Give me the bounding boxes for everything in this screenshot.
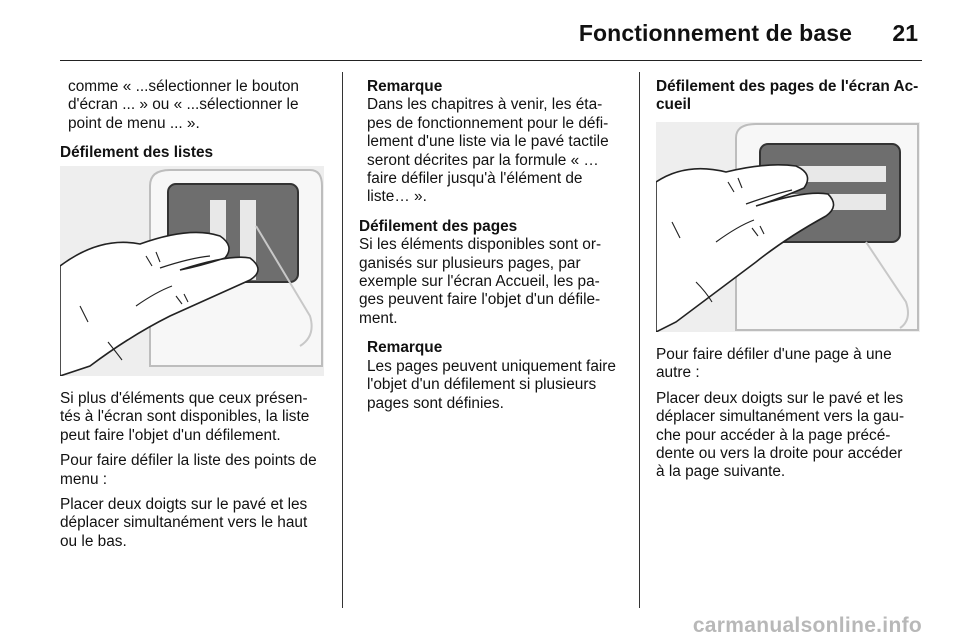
text-line: comme « ...sélectionner le bouton	[68, 78, 299, 95]
text-line: ganisés sur plusieurs pages, par	[359, 254, 581, 272]
text-line: point de menu ... ».	[68, 114, 200, 132]
text-line: Pour faire défiler d'une page à une	[656, 346, 892, 363]
text-line: pages sont définies.	[367, 394, 504, 412]
figure-list-scroll	[60, 166, 324, 376]
text-line: faire défiler jusqu'à l'élément de	[367, 170, 583, 188]
text-line: autre :	[656, 364, 700, 382]
column-3-lower	[656, 346, 928, 482]
text-line: che pour accéder à la page précé-	[656, 426, 891, 444]
text-line: Les pages peuvent uniquement faire	[367, 357, 616, 375]
section-heading-page-scroll: Défilement des pages	[359, 217, 518, 235]
text-line: ges peuvent faire l'objet d'un défile-	[359, 291, 601, 309]
paragraph	[656, 390, 928, 482]
text-line: liste… ».	[367, 188, 427, 206]
intro-text	[60, 78, 332, 133]
note-heading: Remarque	[367, 78, 443, 95]
text-line: Si plus d'éléments que ceux présen-	[60, 390, 308, 407]
text-line: l'objet d'un défilement si plusieurs	[367, 376, 597, 394]
text-line: menu :	[60, 470, 108, 488]
text-line: exemple sur l'écran Accueil, les pa-	[359, 273, 600, 291]
text-line: pes de fonctionnement pour le défi-	[367, 114, 609, 132]
text-line: d'écran ... » ou « ...sélectionner le	[68, 96, 299, 114]
note-box	[359, 339, 631, 413]
column-1-lower	[60, 390, 332, 551]
text-line: Pour faire défiler la liste des points de	[60, 452, 317, 470]
section-heading-list-scroll: Défilement des listes	[60, 144, 214, 162]
page-number: 21	[892, 20, 918, 46]
paragraph	[359, 236, 631, 328]
text-line: déplacer simultanément vers le haut	[60, 514, 308, 532]
heading-line: cueil	[656, 96, 692, 114]
column-divider-1	[342, 72, 343, 608]
two-finger-horizontal-scroll-illustration	[656, 122, 920, 332]
text-line: Si les éléments disponibles sont or-	[359, 236, 602, 254]
text-line: Placer deux doigts sur le pavé et les	[60, 496, 308, 514]
text-line: tés à l'écran sont disponibles, la liste	[60, 408, 310, 426]
page-title: Fonctionnement de base	[578, 20, 852, 46]
column-1	[60, 78, 332, 163]
paragraph	[60, 452, 332, 489]
figure-home-page-scroll	[656, 122, 920, 332]
paragraph	[656, 346, 928, 383]
column-3	[656, 78, 928, 115]
note-heading: Remarque	[367, 339, 443, 357]
column-divider-2	[639, 72, 640, 608]
page-header	[60, 14, 922, 61]
text-line: peut faire l'objet d'un défilement.	[60, 426, 281, 444]
text-line: ou le bas.	[60, 532, 127, 550]
heading-line: Défilement des pages de l'écran Ac-	[656, 78, 919, 95]
paragraph	[60, 390, 332, 445]
two-finger-vertical-scroll-illustration	[60, 166, 324, 376]
text-line: Placer deux doigts sur le pavé et les	[656, 389, 904, 407]
text-line: seront décrites par la formule « …	[367, 151, 599, 169]
column-2	[359, 78, 631, 413]
text-line: Dans les chapitres à venir, les éta-	[367, 96, 603, 114]
text-line: ment.	[359, 309, 398, 327]
text-line: à la page suivante.	[656, 463, 786, 481]
text-line: déplacer simultanément vers la gau-	[656, 408, 905, 426]
text-line: dente ou vers la droite pour accéder	[656, 445, 903, 463]
paragraph	[60, 496, 332, 551]
section-heading-home-page-scroll	[656, 78, 928, 115]
watermark: carmanualsonline.info	[692, 614, 922, 637]
text-line: lement d'une liste via le pavé tactile	[367, 133, 609, 151]
note-box	[359, 78, 631, 207]
